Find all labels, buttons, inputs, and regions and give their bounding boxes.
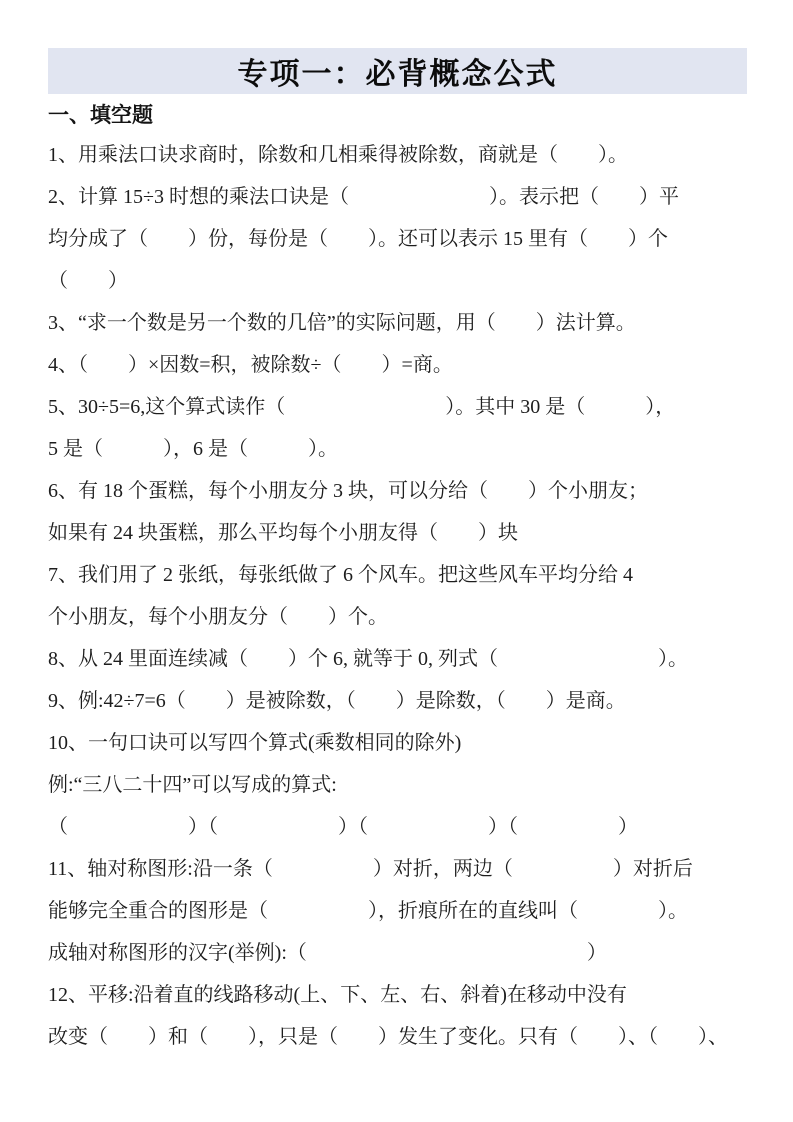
question-line: 2、计算 15÷3 时想的乘法口诀是（ ）。表示把（ ）平 (48, 186, 679, 208)
question-line: 11、轴对称图形:沿一条（ ）对折，两边（ ）对折后 (48, 858, 693, 880)
question-line: 8、从 24 里面连续减（ ）个 6, 就等于 0, 列式（ ）。 (48, 648, 688, 670)
question-line: 个小朋友，每个小朋友分（ ）个。 (48, 606, 388, 628)
question-11 (48, 848, 747, 974)
question-line: 如果有 24 块蛋糕，那么平均每个小朋友得（ ）块 (48, 522, 518, 544)
question-list (48, 134, 747, 1058)
section-heading: 一、填空题 (48, 104, 153, 127)
question-line: 4、（ ）×因数=积，被除数÷（ ）=商。 (48, 354, 453, 376)
question-12 (48, 974, 747, 1058)
question-line: 改变（ ）和（ ），只是（ ）发生了变化。只有（ ）、（ ）、 (48, 1026, 728, 1048)
question-3 (48, 302, 747, 344)
question-line: 成轴对称图形的汉字(举例):（ ） (48, 942, 607, 964)
question-6 (48, 470, 747, 554)
question-10 (48, 722, 747, 848)
question-line: 10、一句口诀可以写四个算式(乘数相同的除外) (48, 732, 462, 754)
question-line: 9、例:42÷7=6（ ）是被除数，（ ）是除数，（ ）是商。 (48, 690, 626, 712)
question-line: 能够完全重合的图形是（ ），折痕所在的直线叫（ ）。 (48, 900, 688, 922)
question-5 (48, 386, 747, 470)
question-8 (48, 638, 747, 680)
question-line: 3、“求一个数是另一个数的几倍”的实际问题，用（ ）法计算。 (48, 312, 636, 334)
question-2 (48, 176, 747, 302)
question-line: 1、用乘法口诀求商时，除数和几相乘得被除数，商就是（ ）。 (48, 144, 628, 166)
page-title: 专项一：必背概念公式 (237, 58, 558, 91)
question-4 (48, 344, 747, 386)
question-7 (48, 554, 747, 638)
question-9 (48, 680, 747, 722)
question-line: 均分成了（ ）份，每份是（ ）。还可以表示 15 里有（ ）个 (48, 228, 668, 250)
question-line: 7、我们用了 2 张纸，每张纸做了 6 个风车。把这些风车平均分给 4 (48, 564, 633, 586)
question-line: （ ）（ ）（ ）（ ） (48, 816, 638, 838)
title-banner (48, 48, 747, 94)
question-line: 6、有 18 个蛋糕，每个小朋友分 3 块，可以分给（ ）个小朋友； (48, 480, 648, 502)
question-line: 5、30÷5=6,这个算式读作（ ）。其中 30 是（ ）， (48, 396, 676, 418)
question-line: 例:“三八二十四”可以写成的算式: (48, 774, 337, 796)
question-line: 12、平移:沿着直的线路移动(上、下、左、右、斜着)在移动中没有 (48, 984, 627, 1006)
question-1 (48, 134, 747, 176)
question-line: 5 是（ ），6 是（ ）。 (48, 438, 338, 460)
question-line: （ ） (48, 270, 128, 292)
